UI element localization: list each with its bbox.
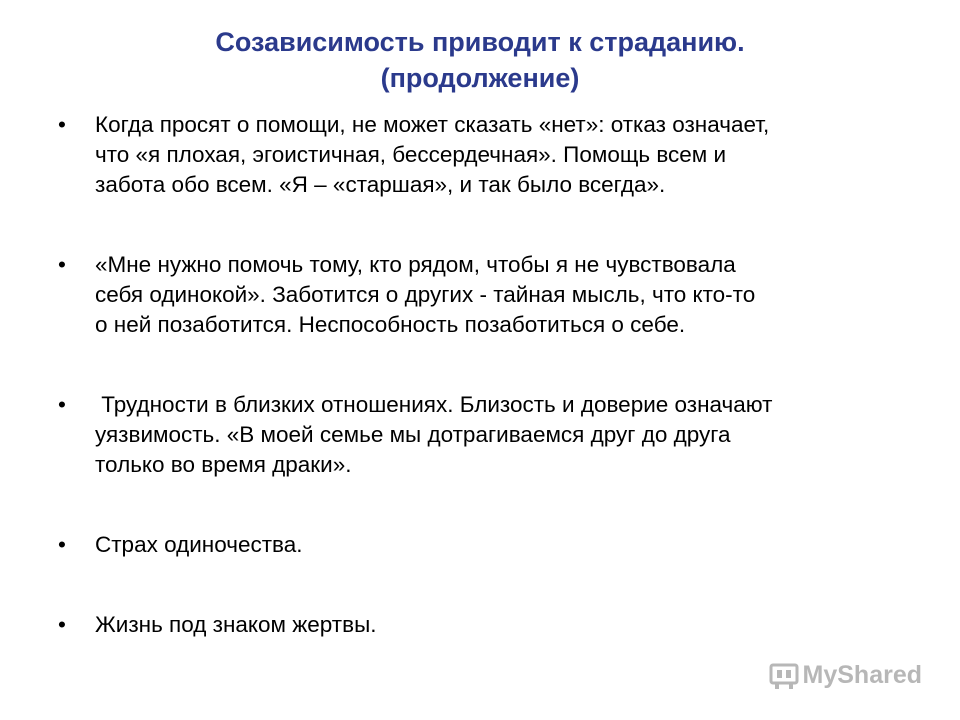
bullet-text-line: «Мне нужно помочь тому, кто рядом, чтобы я не чувствовала: [95, 252, 736, 277]
bullet-item-2: [58, 250, 918, 340]
bullet-text-line: Страх одиночества.: [95, 532, 303, 557]
bullet-item-4: [58, 530, 918, 560]
slide-title: [60, 24, 900, 96]
bullet-text-line: Жизнь под знаком жертвы.: [95, 612, 377, 637]
bullet-text-line: только во время драки».: [95, 452, 352, 477]
bullet-text-line: уязвимость. «В моей семье мы дотрагиваемся друг до друга: [95, 422, 731, 447]
bullet-marker: •: [58, 532, 66, 557]
bullet-text-line: Когда просят о помощи, не может сказать «нет»: отказ означает,: [95, 112, 770, 137]
bullet-text-line: что «я плохая, эгоистичная, бессердечная». Помощь всем и: [95, 142, 727, 167]
slide-title-line-1: Созависимость приводит к страданию.: [215, 27, 745, 57]
bullet-marker: •: [58, 392, 66, 417]
bullet-list: [58, 110, 918, 640]
bullet-item-3: [58, 390, 918, 480]
bullet-text-line: забота обо всем. «Я – «старшая», и так было всегда».: [95, 172, 666, 197]
watermark-text: MyShared: [802, 661, 922, 689]
bullet-marker: •: [58, 252, 66, 277]
myshared-watermark: [769, 661, 922, 690]
bullet-item-5: [58, 610, 918, 640]
bullet-marker: •: [58, 112, 66, 137]
myshared-logo-icon: [769, 662, 799, 690]
slide-title-line-2: (продолжение): [380, 63, 580, 93]
bullet-item-1: [58, 110, 918, 200]
bullet-text-line: себя одинокой». Заботится о других - тайная мысль, что кто-то: [95, 282, 756, 307]
bullet-marker: •: [58, 612, 66, 637]
bullet-text-line: о ней позаботится. Неспособность позаботиться о себе.: [95, 312, 686, 337]
bullet-text-line: Трудности в близких отношениях. Близость и доверие означают: [95, 392, 773, 417]
